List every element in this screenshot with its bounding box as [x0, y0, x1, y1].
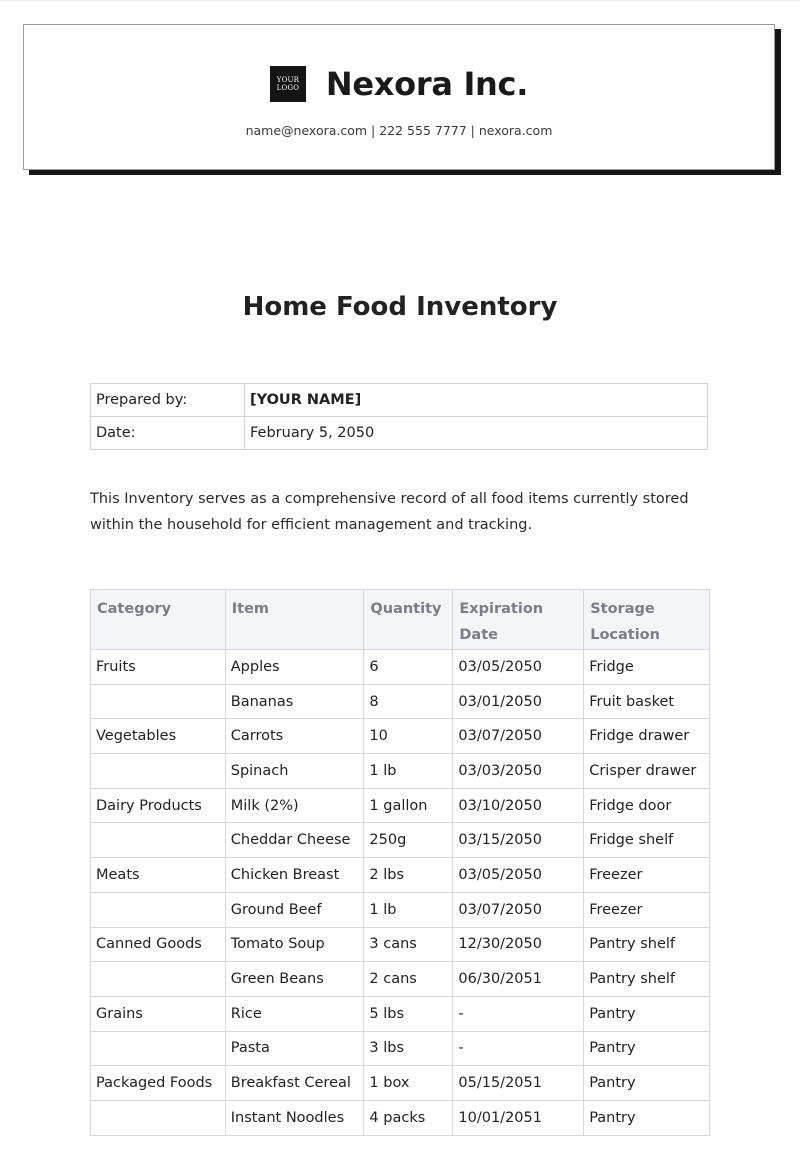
date-row — [91, 417, 708, 450]
quantity-cell: 250g — [364, 823, 453, 858]
table-row — [91, 788, 710, 823]
quantity-cell: 2 lbs — [364, 858, 453, 893]
date-value: February 5, 2050 — [245, 417, 708, 450]
expiration-cell: 03/15/2050 — [453, 823, 584, 858]
location-cell: Pantry — [584, 1031, 710, 1066]
item-cell: Tomato Soup — [225, 927, 364, 962]
date-label: Date: — [91, 417, 245, 450]
logo-text-line1: YOUR — [276, 76, 300, 84]
item-cell: Rice — [225, 996, 364, 1031]
inventory-table — [90, 589, 710, 1136]
table-row — [91, 754, 710, 789]
expiration-cell: 03/07/2050 — [453, 892, 584, 927]
quantity-cell: 3 cans — [364, 927, 453, 962]
table-row — [91, 650, 710, 685]
category-cell: Dairy Products — [91, 788, 226, 823]
logo-text-line2: LOGO — [276, 84, 300, 92]
table-row — [91, 1066, 710, 1101]
table-row — [91, 892, 710, 927]
table-row — [91, 927, 710, 962]
location-cell: Fridge drawer — [584, 719, 710, 754]
quantity-cell: 8 — [364, 684, 453, 719]
category-cell: Meats — [91, 858, 226, 893]
column-header-item: Item — [225, 590, 364, 650]
table-row — [91, 1031, 710, 1066]
table-row — [91, 684, 710, 719]
category-cell — [91, 684, 226, 719]
category-cell — [91, 892, 226, 927]
location-cell: Pantry shelf — [584, 927, 710, 962]
brand-row — [24, 65, 774, 103]
location-cell: Pantry shelf — [584, 962, 710, 997]
item-cell: Pasta — [225, 1031, 364, 1066]
prepared-by-value: [YOUR NAME] — [245, 384, 708, 417]
quantity-cell: 3 lbs — [364, 1031, 453, 1066]
expiration-cell: 03/07/2050 — [453, 719, 584, 754]
table-row — [91, 858, 710, 893]
item-cell: Breakfast Cereal — [225, 1066, 364, 1101]
category-cell — [91, 754, 226, 789]
company-name: Nexora Inc. — [325, 65, 529, 103]
letterhead-card — [23, 24, 775, 170]
location-cell: Freezer — [584, 892, 710, 927]
item-cell: Bananas — [225, 684, 364, 719]
location-cell: Fruit basket — [584, 684, 710, 719]
document-title: Home Food Inventory — [242, 292, 558, 322]
table-row — [91, 1100, 710, 1135]
item-cell: Ground Beef — [225, 892, 364, 927]
item-cell: Carrots — [225, 719, 364, 754]
expiration-cell: 03/03/2050 — [453, 754, 584, 789]
quantity-cell: 2 cans — [364, 962, 453, 997]
quantity-cell: 5 lbs — [364, 996, 453, 1031]
category-cell: Packaged Foods — [91, 1066, 226, 1101]
table-row — [91, 719, 710, 754]
expiration-cell: 03/05/2050 — [453, 858, 584, 893]
location-cell: Crisper drawer — [584, 754, 710, 789]
expiration-cell: - — [453, 996, 584, 1031]
location-cell: Freezer — [584, 858, 710, 893]
intro-paragraph: This Inventory serves as a comprehensive record of all food items currently stored within the household for efficient management and tracking. — [90, 491, 689, 533]
company-logo — [270, 66, 306, 102]
category-cell: Canned Goods — [91, 927, 226, 962]
table-row — [91, 823, 710, 858]
quantity-cell: 1 lb — [364, 754, 453, 789]
quantity-cell: 10 — [364, 719, 453, 754]
expiration-cell: - — [453, 1031, 584, 1066]
document-meta-table — [90, 383, 708, 450]
location-cell: Pantry — [584, 1100, 710, 1135]
quantity-cell: 4 packs — [364, 1100, 453, 1135]
category-cell — [91, 962, 226, 997]
inventory-header-row — [91, 590, 710, 650]
location-cell: Pantry — [584, 1066, 710, 1101]
column-header-quantity: Quantity — [364, 590, 453, 650]
category-cell: Vegetables — [91, 719, 226, 754]
expiration-cell: 10/01/2051 — [453, 1100, 584, 1135]
quantity-cell: 1 lb — [364, 892, 453, 927]
expiration-cell: 03/10/2050 — [453, 788, 584, 823]
table-row — [91, 996, 710, 1031]
item-cell: Apples — [225, 650, 364, 685]
item-cell: Green Beans — [225, 962, 364, 997]
category-cell — [91, 1100, 226, 1135]
category-cell: Fruits — [91, 650, 226, 685]
quantity-cell: 6 — [364, 650, 453, 685]
contact-info: name@nexora.com | 222 555 7777 | nexora.com — [245, 123, 553, 138]
column-header-category: Category — [91, 590, 226, 650]
column-header-storage-location: Storage Location — [584, 590, 710, 650]
item-cell: Milk (2%) — [225, 788, 364, 823]
category-cell — [91, 1031, 226, 1066]
location-cell: Pantry — [584, 996, 710, 1031]
item-cell: Spinach — [225, 754, 364, 789]
expiration-cell: 05/15/2051 — [453, 1066, 584, 1101]
item-cell: Instant Noodles — [225, 1100, 364, 1135]
top-divider — [0, 0, 800, 1]
expiration-cell: 03/01/2050 — [453, 684, 584, 719]
column-header-expiration-date: Expiration Date — [453, 590, 584, 650]
location-cell: Fridge — [584, 650, 710, 685]
prepared-by-row — [91, 384, 708, 417]
quantity-cell: 1 box — [364, 1066, 453, 1101]
expiration-cell: 06/30/2051 — [453, 962, 584, 997]
quantity-cell: 1 gallon — [364, 788, 453, 823]
expiration-cell: 12/30/2050 — [453, 927, 584, 962]
item-cell: Cheddar Cheese — [225, 823, 364, 858]
table-row — [91, 962, 710, 997]
category-cell: Grains — [91, 996, 226, 1031]
item-cell: Chicken Breast — [225, 858, 364, 893]
location-cell: Fridge door — [584, 788, 710, 823]
prepared-by-label: Prepared by: — [91, 384, 245, 417]
category-cell — [91, 823, 226, 858]
expiration-cell: 03/05/2050 — [453, 650, 584, 685]
location-cell: Fridge shelf — [584, 823, 710, 858]
